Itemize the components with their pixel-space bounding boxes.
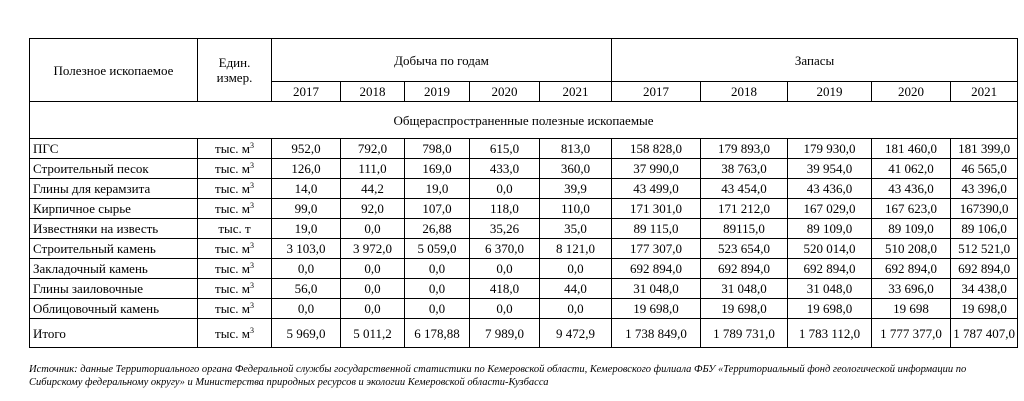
production-value: 44,2: [341, 179, 405, 199]
source-note: Источник: данные Территориального органа Федеральной службы государственной статистики по Кемеровской области, Кемеровского филиала ФБУ «Территориальный фонд геологической информации по Сибирскому федеральному округу» и Министерства природных ресурсов и экологии Кемеровской области-Кузбасса: [29, 364, 967, 388]
reserves-value: 19 698,0: [951, 299, 1018, 319]
reserves-value: 43 454,0: [701, 179, 788, 199]
mineral-name: Закладочный камень: [30, 259, 198, 279]
unit-exponent: 3: [249, 241, 254, 250]
reserves-value: 39 954,0: [788, 159, 872, 179]
unit-cell: [198, 259, 272, 279]
header-year: 2020: [470, 82, 540, 102]
production-value: 19,0: [272, 219, 341, 239]
unit-text: тыс. м: [215, 201, 250, 216]
production-value: 0,0: [470, 259, 540, 279]
reserves-value: 158 828,0: [612, 139, 701, 159]
production-value: 0,0: [405, 279, 470, 299]
reserves-value: 31 048,0: [701, 279, 788, 299]
reserves-value: 179 930,0: [788, 139, 872, 159]
reserves-value: 181 399,0: [951, 139, 1018, 159]
reserves-value: 167 623,0: [872, 199, 951, 219]
reserves-value: 43 499,0: [612, 179, 701, 199]
reserves-value: 19 698,0: [701, 299, 788, 319]
production-value: 0,0: [272, 259, 341, 279]
production-value: 8 121,0: [540, 239, 612, 259]
production-value: 99,0: [272, 199, 341, 219]
mineral-name: ПГС: [30, 139, 198, 159]
reserves-value: 177 307,0: [612, 239, 701, 259]
unit-cell: [198, 279, 272, 299]
reserves-value: 692 894,0: [872, 259, 951, 279]
unit-cell: [198, 299, 272, 319]
production-value: 0,0: [540, 259, 612, 279]
header-year: 2018: [341, 82, 405, 102]
header-year: 2017: [272, 82, 341, 102]
reserves-value: 1 789 731,0: [701, 319, 788, 348]
reserves-value: 1 777 377,0: [872, 319, 951, 348]
unit-cell: [198, 179, 272, 199]
production-value: 5 969,0: [272, 319, 341, 348]
production-value: 798,0: [405, 139, 470, 159]
production-value: 0,0: [341, 219, 405, 239]
unit-text: тыс. м: [215, 261, 250, 276]
unit-cell: [198, 199, 272, 219]
reserves-value: 692 894,0: [951, 259, 1018, 279]
production-value: 0,0: [405, 259, 470, 279]
mineral-name: Глины заиловочные: [30, 279, 198, 299]
reserves-value: 179 893,0: [701, 139, 788, 159]
table-row: [30, 179, 1018, 199]
unit-cell: [198, 139, 272, 159]
production-value: 19,0: [405, 179, 470, 199]
production-value: 126,0: [272, 159, 341, 179]
header-mineral: Полезное ископаемое: [30, 39, 198, 102]
production-value: 111,0: [341, 159, 405, 179]
reserves-value: 19 698,0: [612, 299, 701, 319]
production-value: 35,0: [540, 219, 612, 239]
production-value: 952,0: [272, 139, 341, 159]
header-production: Добыча по годам: [272, 39, 612, 82]
reserves-value: 89 109,0: [872, 219, 951, 239]
production-value: 0,0: [272, 299, 341, 319]
unit-text: тыс. м: [215, 241, 250, 256]
reserves-value: 171 301,0: [612, 199, 701, 219]
reserves-value: 43 436,0: [788, 179, 872, 199]
production-value: 5 011,2: [341, 319, 405, 348]
table-row: [30, 219, 1018, 239]
table-row: [30, 159, 1018, 179]
reserves-value: 1 787 407,0: [951, 319, 1018, 348]
header-unit: Един. измер.: [198, 39, 272, 102]
reserves-value: 38 763,0: [701, 159, 788, 179]
reserves-value: 19 698,0: [788, 299, 872, 319]
header-year: 2018: [701, 82, 788, 102]
unit-cell: [198, 159, 272, 179]
unit-cell: [198, 239, 272, 259]
reserves-value: 19 698: [872, 299, 951, 319]
production-value: 92,0: [341, 199, 405, 219]
reserves-value: 181 460,0: [872, 139, 951, 159]
reserves-value: 89 115,0: [612, 219, 701, 239]
unit-cell: [198, 219, 272, 239]
production-value: 0,0: [341, 259, 405, 279]
minerals-table-container: [29, 38, 1017, 348]
mineral-name: Известняки на известь: [30, 219, 198, 239]
section-title: Общераспространенные полезные ископаемые: [30, 102, 1018, 139]
reserves-value: 89115,0: [701, 219, 788, 239]
mineral-name: Глины для керамзита: [30, 179, 198, 199]
unit-text: тыс. т: [218, 221, 251, 236]
reserves-value: 692 894,0: [788, 259, 872, 279]
reserves-value: 43 396,0: [951, 179, 1018, 199]
header-year: 2021: [540, 82, 612, 102]
reserves-value: 512 521,0: [951, 239, 1018, 259]
reserves-value: 34 438,0: [951, 279, 1018, 299]
production-value: 3 103,0: [272, 239, 341, 259]
production-value: 169,0: [405, 159, 470, 179]
reserves-value: 31 048,0: [788, 279, 872, 299]
table-row: [30, 239, 1018, 259]
production-value: 0,0: [405, 299, 470, 319]
reserves-value: 89 109,0: [788, 219, 872, 239]
table-row: [30, 259, 1018, 279]
production-value: 39,9: [540, 179, 612, 199]
reserves-value: 692 894,0: [612, 259, 701, 279]
production-value: 3 972,0: [341, 239, 405, 259]
unit-text: тыс. м: [215, 325, 250, 341]
production-value: 35,26: [470, 219, 540, 239]
production-value: 792,0: [341, 139, 405, 159]
total-row: [30, 319, 1018, 348]
reserves-value: 46 565,0: [951, 159, 1018, 179]
mineral-name: Итого: [30, 319, 198, 348]
production-value: 0,0: [470, 179, 540, 199]
reserves-value: 89 106,0: [951, 219, 1018, 239]
unit-text: тыс. м: [215, 301, 250, 316]
header-year: 2019: [405, 82, 470, 102]
mineral-name: Облицовочный камень: [30, 299, 198, 319]
header-year: 2019: [788, 82, 872, 102]
reserves-value: 520 014,0: [788, 239, 872, 259]
production-value: 360,0: [540, 159, 612, 179]
production-value: 110,0: [540, 199, 612, 219]
reserves-value: 692 894,0: [701, 259, 788, 279]
production-value: 56,0: [272, 279, 341, 299]
table-row: [30, 279, 1018, 299]
unit-exponent: 3: [249, 325, 254, 335]
header-year: 2017: [612, 82, 701, 102]
unit-exponent: 3: [249, 281, 254, 290]
reserves-value: 43 436,0: [872, 179, 951, 199]
reserves-value: 1 738 849,0: [612, 319, 701, 348]
unit-cell: [198, 319, 272, 348]
production-value: 107,0: [405, 199, 470, 219]
reserves-value: 41 062,0: [872, 159, 951, 179]
reserves-value: 523 654,0: [701, 239, 788, 259]
reserves-value: 1 783 112,0: [788, 319, 872, 348]
production-value: 14,0: [272, 179, 341, 199]
header-reserves: Запасы: [612, 39, 1018, 82]
reserves-value: 31 048,0: [612, 279, 701, 299]
minerals-table: [29, 38, 1018, 348]
production-value: 433,0: [470, 159, 540, 179]
production-value: 418,0: [470, 279, 540, 299]
production-value: 0,0: [341, 299, 405, 319]
production-value: 5 059,0: [405, 239, 470, 259]
unit-text: тыс. м: [215, 181, 250, 196]
mineral-name: Строительный камень: [30, 239, 198, 259]
production-value: 6 178,88: [405, 319, 470, 348]
reserves-value: 171 212,0: [701, 199, 788, 219]
unit-text: тыс. м: [215, 281, 250, 296]
production-value: 615,0: [470, 139, 540, 159]
unit-exponent: 3: [249, 161, 254, 170]
production-value: 44,0: [540, 279, 612, 299]
reserves-value: 167390,0: [951, 199, 1018, 219]
production-value: 0,0: [540, 299, 612, 319]
mineral-name: Кирпичное сырье: [30, 199, 198, 219]
table-row: [30, 139, 1018, 159]
reserves-value: 33 696,0: [872, 279, 951, 299]
production-value: 7 989,0: [470, 319, 540, 348]
production-value: 0,0: [341, 279, 405, 299]
unit-text: тыс. м: [215, 141, 250, 156]
header-year: 2021: [951, 82, 1018, 102]
production-value: 9 472,9: [540, 319, 612, 348]
unit-exponent: 3: [249, 201, 254, 210]
production-value: 0,0: [470, 299, 540, 319]
production-value: 118,0: [470, 199, 540, 219]
unit-text: тыс. м: [215, 161, 250, 176]
table-row: [30, 299, 1018, 319]
unit-exponent: 3: [249, 181, 254, 190]
production-value: 6 370,0: [470, 239, 540, 259]
unit-exponent: 3: [249, 141, 254, 150]
production-value: 813,0: [540, 139, 612, 159]
table-row: [30, 199, 1018, 219]
unit-exponent: 3: [249, 301, 254, 310]
mineral-name: Строительный песок: [30, 159, 198, 179]
reserves-value: 510 208,0: [872, 239, 951, 259]
production-value: 26,88: [405, 219, 470, 239]
reserves-value: 37 990,0: [612, 159, 701, 179]
reserves-value: 167 029,0: [788, 199, 872, 219]
unit-exponent: 3: [249, 261, 254, 270]
header-year: 2020: [872, 82, 951, 102]
